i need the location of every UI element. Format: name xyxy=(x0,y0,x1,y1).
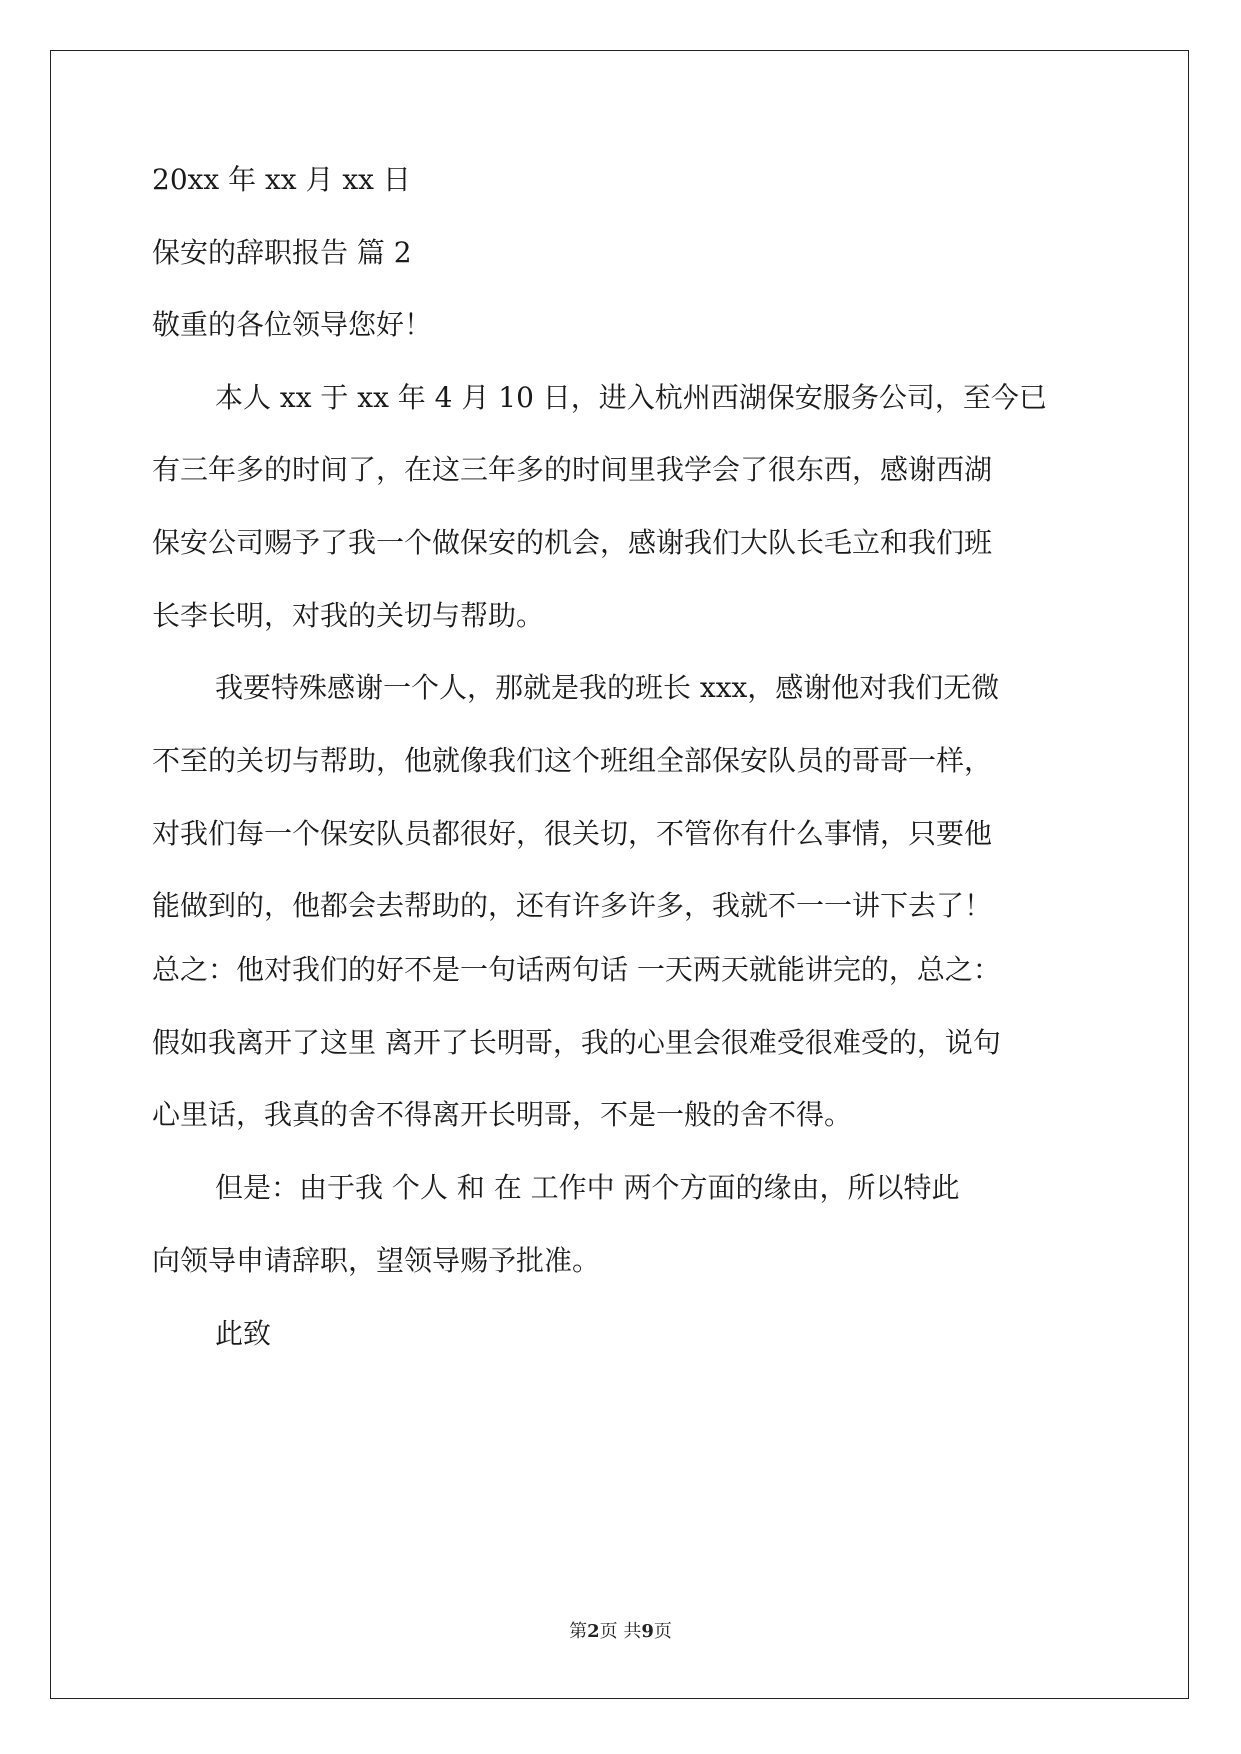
footer-prefix: 第 xyxy=(569,1621,588,1642)
paragraph-line: 对我们每一个保安队员都很好，很关切，不管你有什么事情，只要他 xyxy=(152,817,993,850)
current-page-number: 2 xyxy=(587,1621,600,1642)
paragraph-line: 心里话，我真的舍不得离开长明哥，不是一般的舍不得。 xyxy=(152,1098,853,1131)
footer-middle: 页 共 xyxy=(599,1621,642,1642)
footer-suffix: 页 xyxy=(653,1621,672,1642)
page-footer xyxy=(0,1617,1241,1643)
closing-line: 此致 xyxy=(215,1317,272,1350)
paragraph-line: 有三年多的时间了，在这三年多的时间里我学会了很东西，感谢西湖 xyxy=(152,453,993,486)
total-page-count: 9 xyxy=(641,1621,654,1642)
date-line: 20xx 年 xx 月 xx 日 xyxy=(152,163,411,196)
paragraph-line: 不至的关切与帮助，他就像我们这个班组全部保安队员的哥哥一样， xyxy=(152,744,993,777)
paragraph-line: 总之：他对我们的好不是一句话两句话 一天两天就能讲完的，总之： xyxy=(152,953,1001,986)
paragraph-line: 长李长明，对我的关切与帮助。 xyxy=(152,599,545,632)
paragraph-line: 保安公司赐予了我一个做保安的机会，感谢我们大队长毛立和我们班 xyxy=(152,526,993,559)
page-border xyxy=(50,50,1189,1699)
paragraph-line: 假如我离开了这里 离开了长明哥，我的心里会很难受很难受的，说句 xyxy=(152,1026,1001,1059)
section-title: 保安的辞职报告 篇 2 xyxy=(152,236,412,269)
paragraph-line: 能做到的，他都会去帮助的，还有许多许多，我就不一一讲下去了！ xyxy=(152,889,993,922)
paragraph-line: 我要特殊感谢一个人，那就是我的班长 xxx，感谢他对我们无微 xyxy=(215,671,1000,704)
paragraph-line: 但是：由于我 个人 和 在 工作中 两个方面的缘由，所以特此 xyxy=(215,1171,960,1204)
salutation: 敬重的各位领导您好！ xyxy=(152,308,433,341)
paragraph-line: 本人 xx 于 xx 年 4 月 10 日，进入杭州西湖保安服务公司，至今已 xyxy=(215,381,1047,414)
paragraph-line: 向领导申请辞职，望领导赐予批准。 xyxy=(152,1244,601,1277)
